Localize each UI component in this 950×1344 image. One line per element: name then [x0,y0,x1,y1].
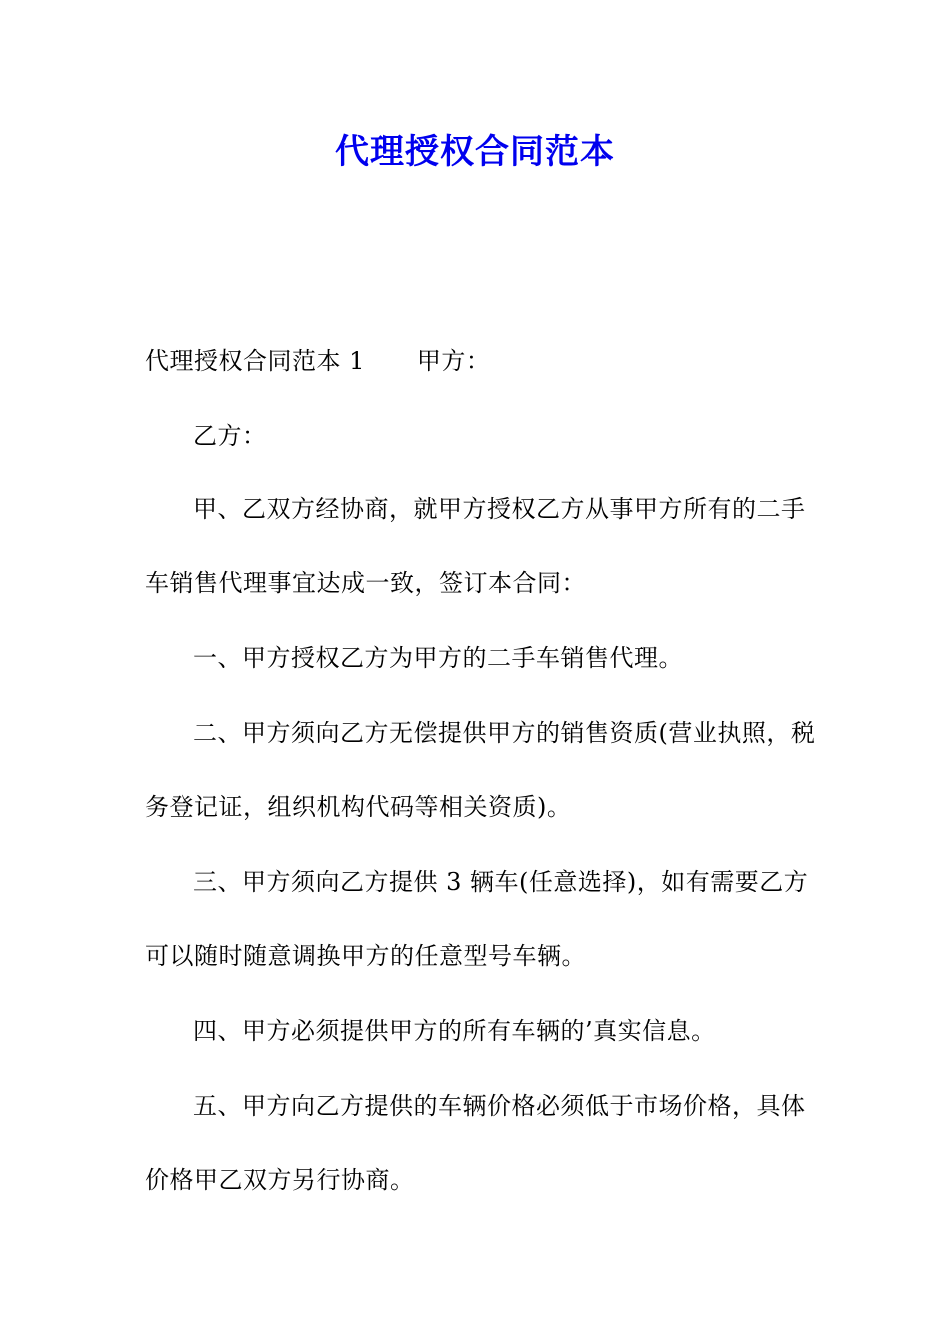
paragraph-line: 三、甲方须向乙方提供 3 辆车(任意选择)，如有需要乙方 [193,868,809,896]
paragraph-line: 价格甲乙双方另行协商。 [145,1166,415,1194]
paragraph-line: 车销售代理事宜达成一致，签订本合同： [145,569,586,597]
heading-line [145,341,810,381]
paragraph-line: 务登记证，组织机构代码等相关资质)。 [145,793,572,821]
party-a-label: 甲方： [416,347,491,375]
paragraph-line: 甲、乙双方经协商，就甲方授权乙方从事甲方所有的二手 [193,495,806,523]
paragraph-line: 一、甲方授权乙方为甲方的二手车销售代理。 [193,644,683,672]
contract-heading: 代理授权合同范本 1 [145,347,365,375]
paragraph-line: 五、甲方向乙方提供的车辆价格必须低于市场价格，具体 [193,1092,806,1120]
paragraph-line: 四、甲方必须提供甲方的所有车辆的’真实信息。 [193,1017,716,1045]
paragraph-line: 可以随时随意调换甲方的任意型号车辆。 [145,942,586,970]
party-b-label: 乙方： [193,422,267,450]
paragraph-line: 二、甲方须向乙方无偿提供甲方的销售资质(营业执照，税 [193,719,816,747]
document-title: 代理授权合同范本 [335,132,615,172]
